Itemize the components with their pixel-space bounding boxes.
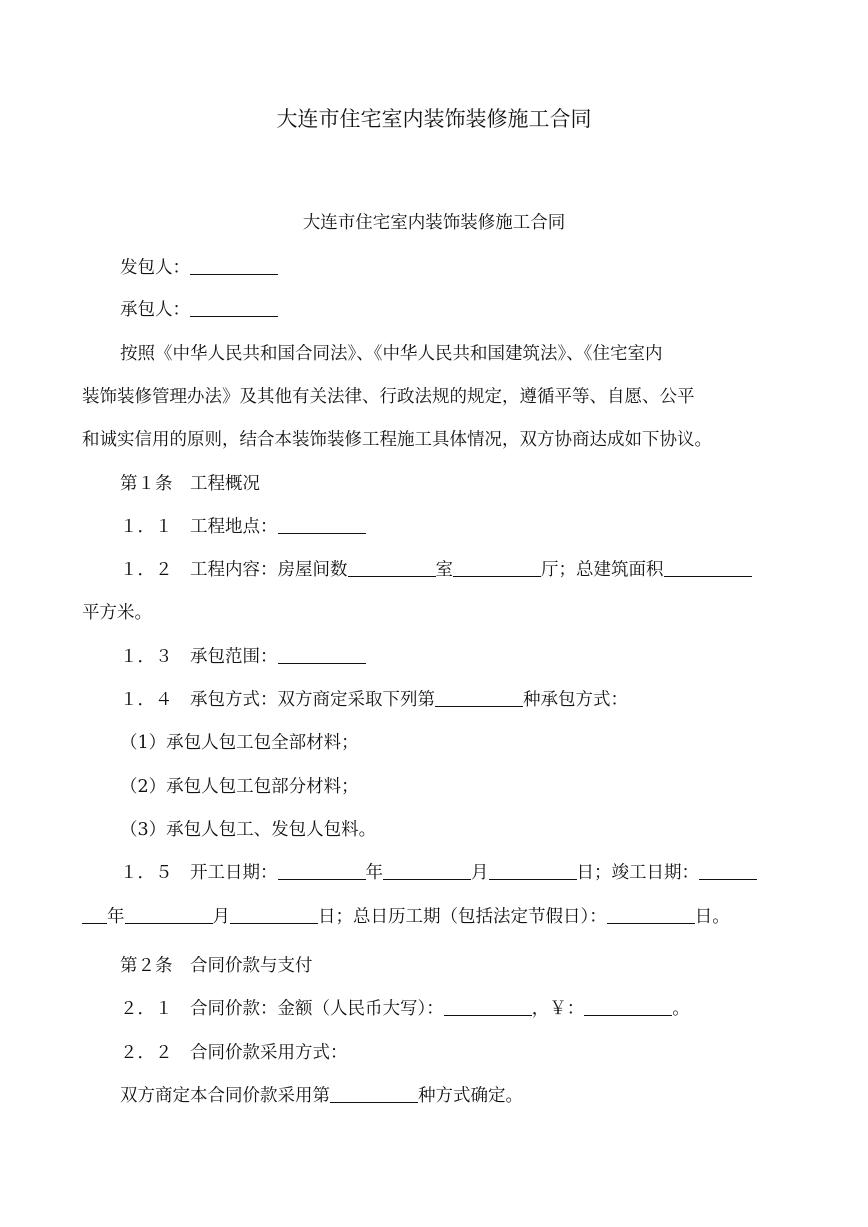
halls-blank bbox=[453, 558, 541, 577]
party-b-blank bbox=[190, 298, 278, 317]
room-text: 室 bbox=[435, 560, 453, 580]
finish-label: 日；竣工日期： bbox=[576, 863, 699, 883]
article-1-heading: 第１条 工程概况 bbox=[120, 474, 260, 494]
clause-1-3-label: １．３ 承包范围： bbox=[120, 647, 278, 667]
intro-line-1: 按照《中华人民共和国合同法》、《中华人民共和国建筑法》、《住宅室内 bbox=[120, 344, 663, 364]
mode-blank bbox=[435, 688, 523, 707]
clause-2-1-end: 。 bbox=[672, 999, 690, 1019]
month-text-2: 月 bbox=[212, 907, 230, 927]
clause-1-5-label: １．５ 开工日期： bbox=[120, 863, 278, 883]
option-2: （2）承包人包工包部分材料； bbox=[120, 777, 359, 797]
clause-1-5 bbox=[120, 861, 757, 885]
contract-subtitle: 大连市住宅室内装饰装修施工合同 bbox=[302, 213, 566, 233]
total-days-blank bbox=[607, 905, 695, 924]
price-words-blank bbox=[444, 997, 532, 1016]
clause-1-4-label: １．４ 承包方式：双方商定采取下列第 bbox=[120, 690, 435, 710]
clause-1-1-label: １．１ 工程地点： bbox=[120, 517, 278, 537]
start-month-blank bbox=[383, 861, 471, 880]
clause-1-1 bbox=[120, 515, 366, 539]
year-text-2: 年 bbox=[107, 907, 125, 927]
area-text: 厅；总建筑面积 bbox=[541, 560, 664, 580]
day-end-text: 日。 bbox=[694, 907, 730, 927]
year-text: 年 bbox=[365, 863, 383, 883]
month-text: 月 bbox=[471, 863, 489, 883]
clause-2-1-label: ２．１ 合同价款：金额（人民币大写）： bbox=[120, 999, 444, 1019]
intro-line-3: 和诚实信用的原则，结合本装饰装修工程施工具体情况，双方协商达成如下协议。 bbox=[82, 430, 712, 450]
yuan-text: ，￥： bbox=[531, 999, 585, 1019]
finish-day-blank bbox=[230, 905, 318, 924]
scope-blank bbox=[278, 645, 366, 664]
area-blank bbox=[664, 558, 752, 577]
clause-1-2 bbox=[120, 558, 752, 582]
clause-2-2-text: 双方商定本合同价款采用第 bbox=[120, 1086, 330, 1106]
option-3: （3）承包人包工、发包人包料。 bbox=[120, 820, 377, 840]
clause-1-4 bbox=[120, 688, 628, 712]
party-a-line bbox=[120, 256, 278, 280]
start-year-blank bbox=[278, 861, 366, 880]
party-b-line bbox=[120, 298, 278, 322]
finish-month-blank bbox=[125, 905, 213, 924]
total-days-label: 日；总日历工期（包括法定节假日）： bbox=[318, 907, 607, 927]
finish-year-blank-b bbox=[82, 905, 107, 924]
clause-1-3 bbox=[120, 645, 366, 669]
clause-1-5-cont bbox=[82, 905, 730, 929]
price-method-blank bbox=[330, 1084, 418, 1103]
intro-line-2: 装饰装修管理办法》及其他有关法律、行政法规的规定，遵循平等、自愿、公平 bbox=[82, 387, 695, 407]
clause-2-1 bbox=[120, 997, 690, 1021]
clause-2-2: ２．２ 合同价款采用方式： bbox=[120, 1043, 348, 1063]
article-2-heading: 第２条 合同价款与支付 bbox=[120, 956, 313, 976]
finish-year-blank-a bbox=[699, 861, 757, 880]
clause-2-2-tail: 种方式确定。 bbox=[418, 1086, 523, 1106]
option-1: （1）承包人包工包全部材料； bbox=[120, 733, 359, 753]
party-a-blank bbox=[190, 256, 278, 275]
clause-1-4-tail: 种承包方式： bbox=[523, 690, 628, 710]
party-b-label: 承包人： bbox=[120, 300, 190, 320]
clause-1-2-label: １．２ 工程内容：房屋间数 bbox=[120, 560, 348, 580]
document-title: 大连市住宅室内装饰装修施工合同 bbox=[276, 107, 592, 131]
clause-2-2-body bbox=[120, 1084, 523, 1108]
site-blank bbox=[278, 515, 366, 534]
party-a-label: 发包人： bbox=[120, 258, 190, 278]
price-number-blank bbox=[584, 997, 672, 1016]
rooms-blank bbox=[348, 558, 436, 577]
clause-1-2-unit: 平方米。 bbox=[82, 603, 152, 623]
start-day-blank bbox=[489, 861, 577, 880]
